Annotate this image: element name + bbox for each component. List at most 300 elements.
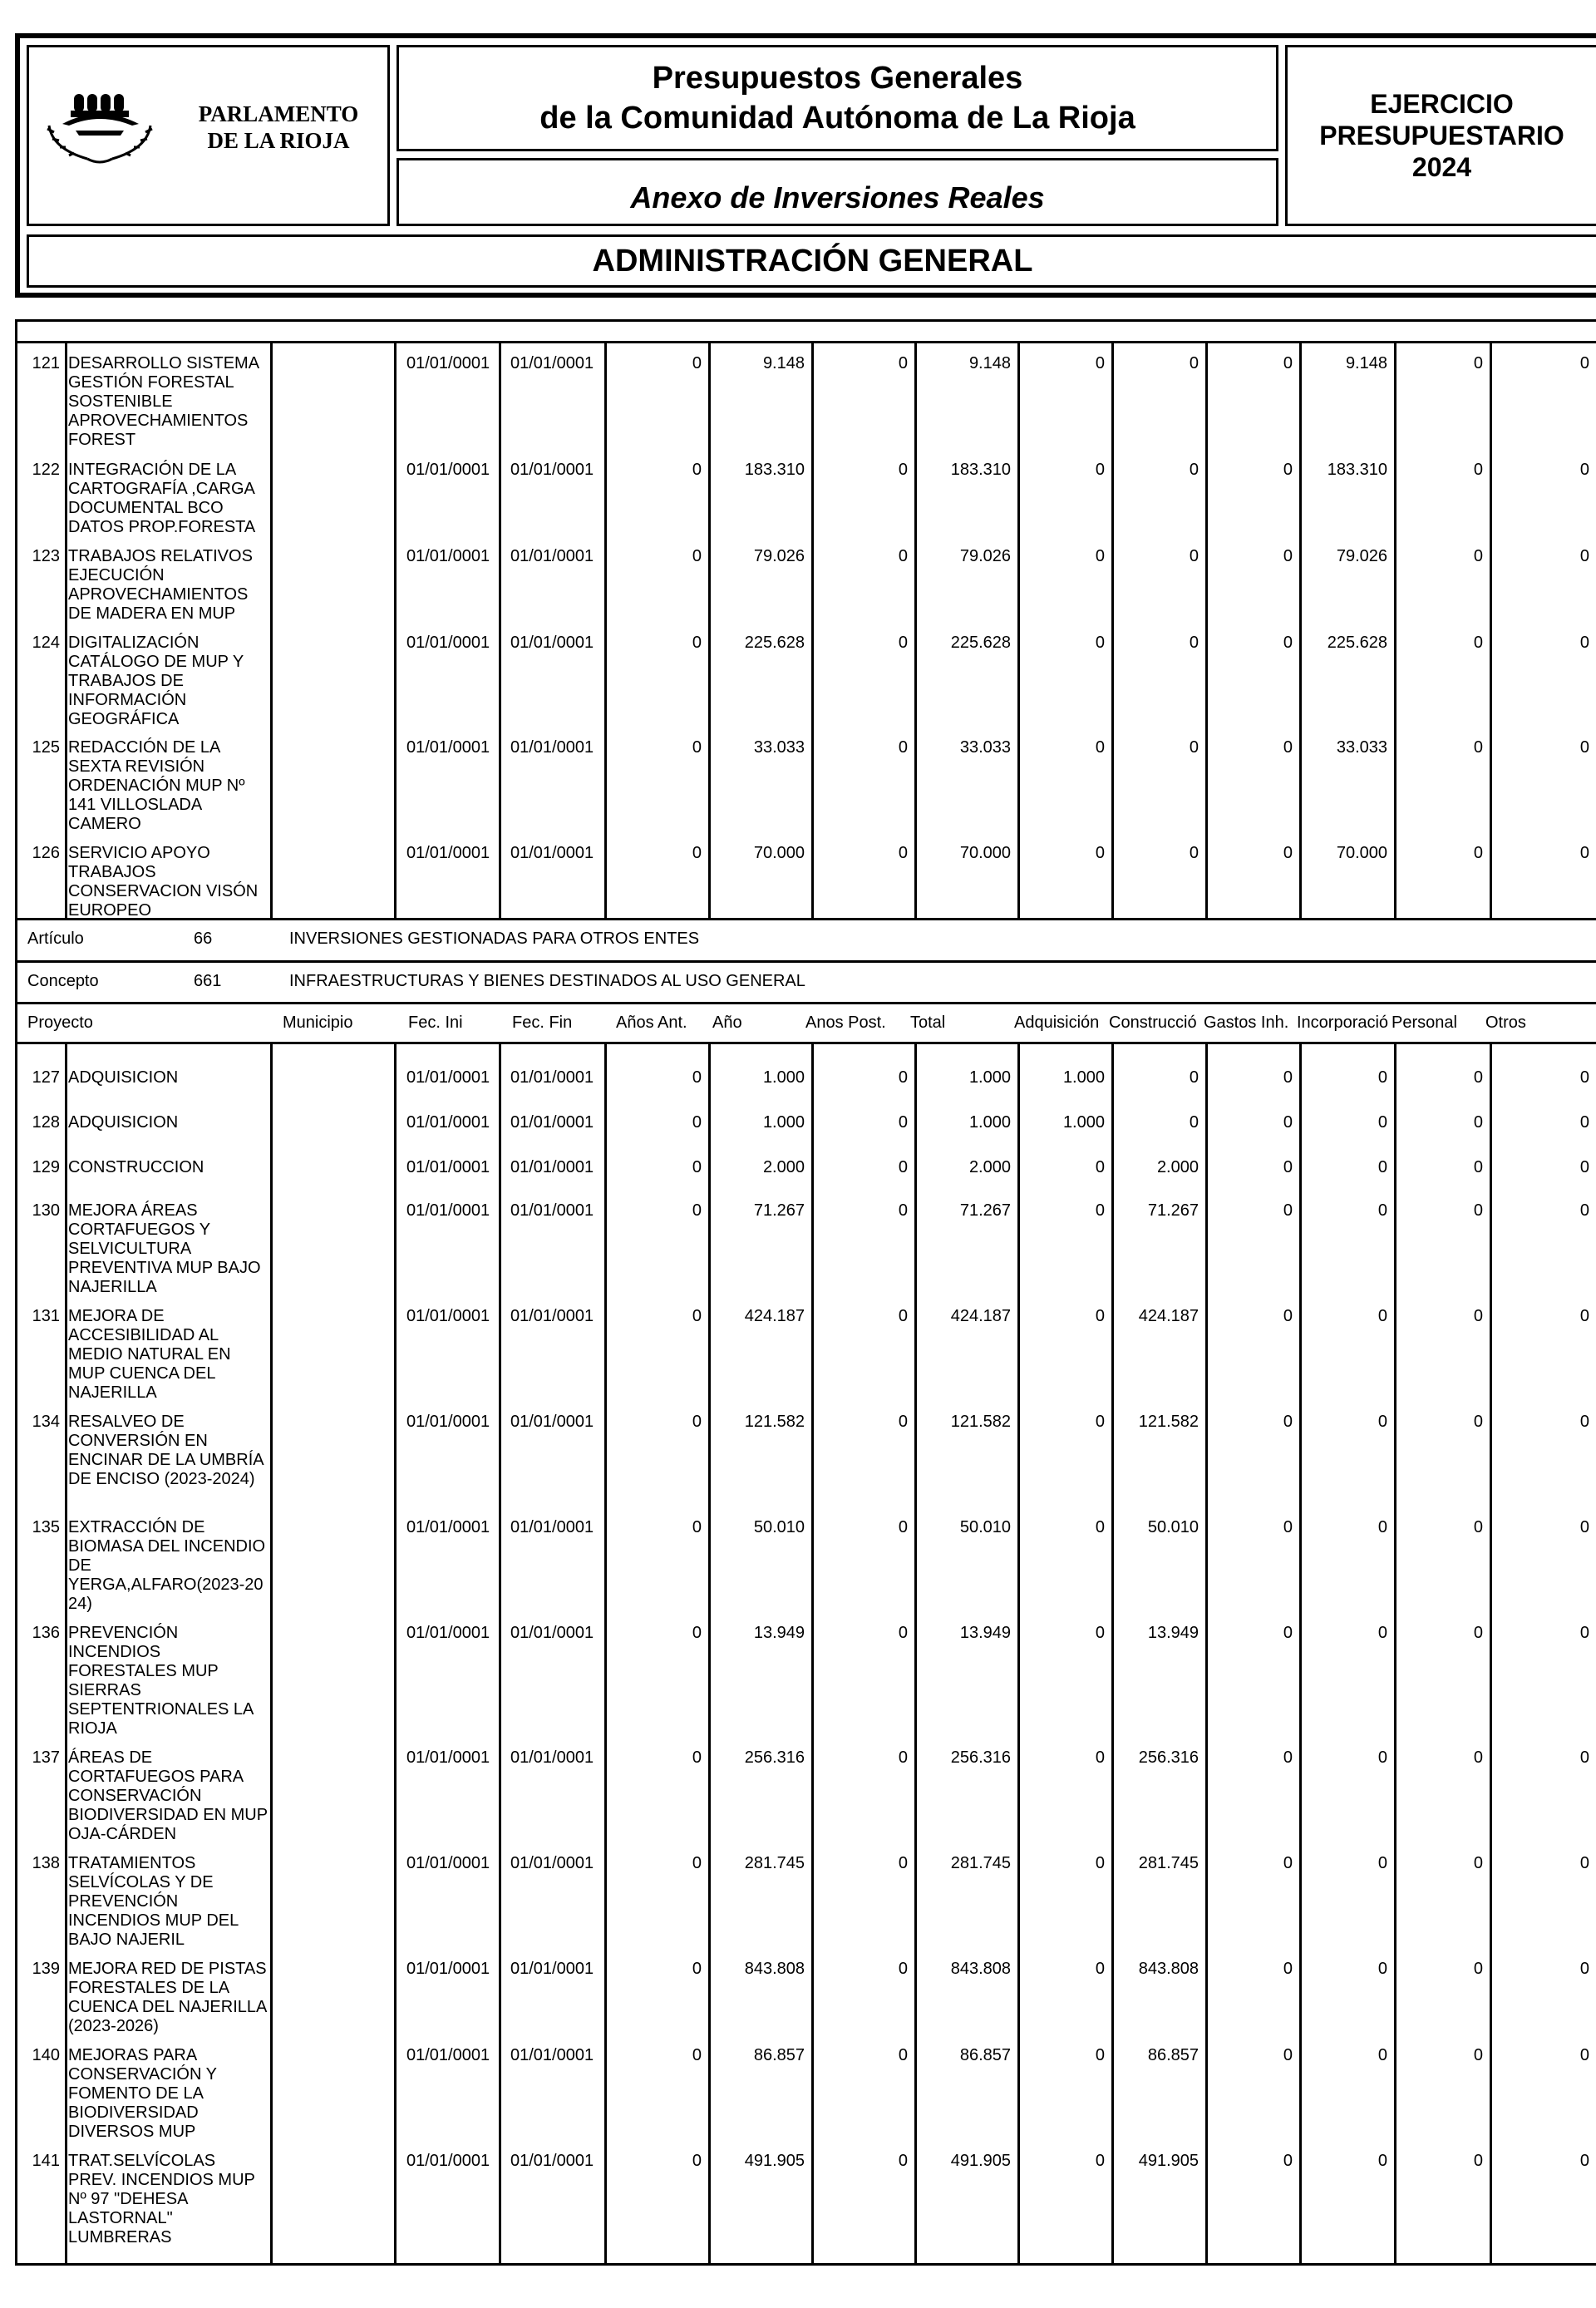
row-anos-ant: 0 [692, 1960, 702, 1978]
row-id: 122 [32, 461, 60, 479]
row-fec-fin: 01/01/0001 [510, 1413, 594, 1431]
row-fec-fin: 01/01/0001 [510, 634, 594, 652]
column-divider [394, 1042, 397, 2263]
col-header-otros: Otros [1485, 1013, 1526, 1032]
row-anos-post: 0 [898, 1158, 908, 1176]
column-divider [1111, 341, 1114, 918]
column-divider [811, 1042, 814, 2263]
row-adquisicion: 0 [1095, 1201, 1105, 1220]
col-header-anos-post: Anos Post. [805, 1013, 886, 1032]
row-fec-fin: 01/01/0001 [510, 2046, 594, 2064]
column-divider [270, 341, 273, 918]
row-id: 128 [32, 1113, 60, 1132]
ejercicio-year: 2024 [1411, 152, 1472, 182]
row-anos-ant: 0 [692, 2152, 702, 2170]
row-anos-ant: 0 [692, 1748, 702, 1767]
row-fec-ini: 01/01/0001 [406, 1113, 490, 1132]
row-description: TRAT.SELVÍCOLAS PREV. INCENDIOS MUP Nº 97 "DEHESA LASTORNAL" LUMBRERAS [68, 2152, 255, 2246]
column-divider [604, 341, 607, 918]
row-total: 9.148 [968, 354, 1011, 372]
row-otros: 0 [1579, 1307, 1589, 1325]
row-fec-fin: 01/01/0001 [510, 1960, 594, 1978]
row-fec-ini: 01/01/0001 [406, 634, 490, 652]
ejercicio-label-line1: EJERCICIO [1370, 89, 1514, 119]
row-total: 71.267 [959, 1201, 1011, 1220]
articulo-label: Artículo [27, 930, 84, 948]
row-total: 843.808 [950, 1960, 1011, 1978]
row-personal: 0 [1473, 1854, 1483, 1872]
row-id: 126 [32, 844, 60, 862]
row-anos-post: 0 [898, 1068, 908, 1087]
column-divider [270, 1042, 273, 2263]
row-anos-ant: 0 [692, 1201, 702, 1220]
row-anos-post: 0 [898, 634, 908, 652]
column-divider [1205, 341, 1208, 918]
row-total: 70.000 [959, 844, 1011, 862]
row-anos-ant: 0 [692, 1158, 702, 1176]
row-anos-post: 0 [898, 1201, 908, 1220]
row-ano: 79.026 [753, 547, 805, 565]
row-description: MEJORA DE ACCESIBILIDAD AL MEDIO NATURAL EN MUP CUENCA DEL NAJERILLA [68, 1307, 231, 1402]
row-total: 2.000 [968, 1158, 1011, 1176]
row-fec-fin: 01/01/0001 [510, 1307, 594, 1325]
row-ano: 86.857 [753, 2046, 805, 2064]
row-total: 79.026 [959, 547, 1011, 565]
row-incorporacion: 183.310 [1327, 461, 1387, 479]
row-anos-post: 0 [898, 2152, 908, 2170]
row-anos-post: 0 [898, 1518, 908, 1536]
row-gastos-inh: 0 [1283, 634, 1293, 652]
row-personal: 0 [1473, 1158, 1483, 1176]
row-total: 256.316 [950, 1748, 1011, 1767]
column-divider [65, 1042, 67, 2263]
row-incorporacion: 0 [1377, 1307, 1387, 1325]
articulo-name: INVERSIONES GESTIONADAS PARA OTROS ENTES [289, 930, 700, 948]
row-ano: 70.000 [753, 844, 805, 862]
row-otros: 0 [1579, 2152, 1589, 2170]
row-fec-ini: 01/01/0001 [406, 2046, 490, 2064]
row-anos-post: 0 [898, 738, 908, 757]
col-header-total: Total [910, 1013, 946, 1032]
row-anos-post: 0 [898, 844, 908, 862]
row-id: 127 [32, 1068, 60, 1087]
row-fec-ini: 01/01/0001 [406, 1068, 490, 1087]
ejercicio-label-line2: PRESUPUESTARIO [1319, 121, 1564, 150]
row-adquisicion: 0 [1095, 2152, 1105, 2170]
row-fec-fin: 01/01/0001 [510, 461, 594, 479]
row-otros: 0 [1579, 1113, 1589, 1132]
row-anos-post: 0 [898, 354, 908, 372]
row-ano: 843.808 [744, 1960, 805, 1978]
row-incorporacion: 0 [1377, 2152, 1387, 2170]
row-incorporacion: 0 [1377, 1068, 1387, 1087]
concepto-code: 661 [194, 972, 222, 990]
row-ano: 491.905 [744, 2152, 805, 2170]
col-header-municipio: Municipio [283, 1013, 353, 1032]
row-description: MEJORAS PARA CONSERVACIÓN Y FOMENTO DE LA BIODIVERSIDAD DIVERSOS MUP [68, 2046, 217, 2141]
row-id: 139 [32, 1960, 60, 1978]
row-id: 140 [32, 2046, 60, 2064]
parliament-emblem [37, 82, 162, 174]
col-header-ano: Año [712, 1013, 742, 1032]
row-fec-ini: 01/01/0001 [406, 844, 490, 862]
col-header-proyecto: Proyecto [27, 1013, 93, 1032]
row-personal: 0 [1473, 1960, 1483, 1978]
logo-box [27, 45, 390, 226]
row-otros: 0 [1579, 1158, 1589, 1176]
row-total: 50.010 [959, 1518, 1011, 1536]
row-fec-ini: 01/01/0001 [406, 1960, 490, 1978]
row-fec-fin: 01/01/0001 [510, 1068, 594, 1087]
row-description: EXTRACCIÓN DE BIOMASA DEL INCENDIO DE YERGA,ALFARO(2023-20 24) [68, 1518, 266, 1613]
row-gastos-inh: 0 [1283, 1960, 1293, 1978]
row-otros: 0 [1579, 634, 1589, 652]
row-incorporacion: 0 [1377, 1518, 1387, 1536]
row-fec-fin: 01/01/0001 [510, 2152, 594, 2170]
row-description: MEJORA ÁREAS CORTAFUEGOS Y SELVICULTURA PREVENTIVA MUP BAJO NAJERILLA [68, 1201, 261, 1296]
row-id: 138 [32, 1854, 60, 1872]
row-anos-ant: 0 [692, 1113, 702, 1132]
row-construccion: 0 [1189, 354, 1199, 372]
column-divider [708, 1042, 711, 2263]
row-personal: 0 [1473, 1113, 1483, 1132]
column-divider [914, 341, 917, 918]
column-divider [914, 1042, 917, 2263]
row-otros: 0 [1579, 1624, 1589, 1642]
row-personal: 0 [1473, 844, 1483, 862]
row-construccion: 0 [1189, 547, 1199, 565]
row-construccion: 0 [1189, 844, 1199, 862]
row-fec-ini: 01/01/0001 [406, 1158, 490, 1176]
row-description: MEJORA RED DE PISTAS FORESTALES DE LA CUENCA DEL NAJERILLA (2023-2026) [68, 1960, 267, 2035]
row-adquisicion: 0 [1095, 354, 1105, 372]
row-fec-ini: 01/01/0001 [406, 354, 490, 372]
row-adquisicion: 0 [1095, 1158, 1105, 1176]
row-gastos-inh: 0 [1283, 354, 1293, 372]
row-otros: 0 [1579, 354, 1589, 372]
row-incorporacion: 9.148 [1345, 354, 1387, 372]
row-otros: 0 [1579, 461, 1589, 479]
columns-bottom-divider [15, 1042, 1596, 1044]
row-construccion: 0 [1189, 1113, 1199, 1132]
row-id: 129 [32, 1158, 60, 1176]
row-anos-post: 0 [898, 1413, 908, 1431]
row-description: DESARROLLO SISTEMA GESTIÓN FORESTAL SOSTENIBLE APROVECHAMIENTOS FOREST [68, 354, 259, 449]
row-anos-post: 0 [898, 1748, 908, 1767]
row-adquisicion: 0 [1095, 1413, 1105, 1431]
top-divider [15, 341, 1596, 343]
subtitle-box [397, 158, 1278, 226]
row-fec-ini: 01/01/0001 [406, 1748, 490, 1767]
row-construccion: 424.187 [1138, 1307, 1199, 1325]
row-ano: 9.148 [762, 354, 805, 372]
row-personal: 0 [1473, 547, 1483, 565]
row-gastos-inh: 0 [1283, 1854, 1293, 1872]
column-divider [1394, 341, 1396, 918]
row-adquisicion: 0 [1095, 1624, 1105, 1642]
column-divider [499, 1042, 501, 2263]
row-description: ADQUISICION [68, 1068, 179, 1087]
col-header-construccion: Construcció [1109, 1013, 1197, 1032]
row-otros: 0 [1579, 547, 1589, 565]
row-description: PREVENCIÓN INCENDIOS FORESTALES MUP SIERRAS SEPTENTRIONALES LA RIOJA [68, 1624, 254, 1738]
row-fec-fin: 01/01/0001 [510, 844, 594, 862]
row-construccion: 256.316 [1138, 1748, 1199, 1767]
row-adquisicion: 0 [1095, 1518, 1105, 1536]
row-construccion: 71.267 [1147, 1201, 1199, 1220]
row-incorporacion: 0 [1377, 1748, 1387, 1767]
row-anos-ant: 0 [692, 1624, 702, 1642]
row-personal: 0 [1473, 1748, 1483, 1767]
row-anos-post: 0 [898, 2046, 908, 2064]
row-id: 124 [32, 634, 60, 652]
row-id: 137 [32, 1748, 60, 1767]
row-gastos-inh: 0 [1283, 461, 1293, 479]
row-gastos-inh: 0 [1283, 1748, 1293, 1767]
row-anos-post: 0 [898, 1113, 908, 1132]
row-anos-post: 0 [898, 547, 908, 565]
column-divider [65, 341, 67, 918]
row-anos-ant: 0 [692, 1307, 702, 1325]
row-ano: 13.949 [753, 1624, 805, 1642]
col-header-fec-ini: Fec. Ini [408, 1013, 463, 1032]
row-total: 281.745 [950, 1854, 1011, 1872]
row-incorporacion: 79.026 [1336, 547, 1387, 565]
row-fec-fin: 01/01/0001 [510, 1854, 594, 1872]
row-incorporacion: 70.000 [1336, 844, 1387, 862]
column-divider [1394, 1042, 1396, 2263]
row-total: 491.905 [950, 2152, 1011, 2170]
row-adquisicion: 0 [1095, 461, 1105, 479]
row-total: 86.857 [959, 2046, 1011, 2064]
row-description: REDACCIÓN DE LA SEXTA REVISIÓN ORDENACIÓN MUP Nº 141 VILLOSLADA CAMERO [68, 738, 245, 833]
row-fec-fin: 01/01/0001 [510, 1201, 594, 1220]
row-incorporacion: 0 [1377, 1854, 1387, 1872]
row-adquisicion: 0 [1095, 1854, 1105, 1872]
row-otros: 0 [1579, 1413, 1589, 1431]
row-adquisicion: 0 [1095, 1748, 1105, 1767]
row-gastos-inh: 0 [1283, 1624, 1293, 1642]
column-divider [1017, 341, 1020, 918]
row-gastos-inh: 0 [1283, 2046, 1293, 2064]
concepto-bottom-divider [15, 1002, 1596, 1004]
row-adquisicion: 0 [1095, 738, 1105, 757]
column-divider [1299, 341, 1302, 918]
row-fec-fin: 01/01/0001 [510, 1748, 594, 1767]
concepto-label: Concepto [27, 972, 99, 990]
row-anos-ant: 0 [692, 461, 702, 479]
row-fec-ini: 01/01/0001 [406, 1201, 490, 1220]
row-adquisicion: 0 [1095, 1960, 1105, 1978]
row-anos-post: 0 [898, 1960, 908, 1978]
row-gastos-inh: 0 [1283, 738, 1293, 757]
row-total: 33.033 [959, 738, 1011, 757]
row-incorporacion: 0 [1377, 1413, 1387, 1431]
row-otros: 0 [1579, 1960, 1589, 1978]
row-fec-ini: 01/01/0001 [406, 738, 490, 757]
row-ano: 33.033 [753, 738, 805, 757]
title-box [397, 45, 1278, 151]
section-title: ADMINISTRACIÓN GENERAL [592, 243, 1033, 279]
col-header-anos-ant: Años Ant. [616, 1013, 687, 1032]
row-personal: 0 [1473, 1518, 1483, 1536]
row-anos-ant: 0 [692, 1413, 702, 1431]
row-ano: 71.267 [753, 1201, 805, 1220]
row-otros: 0 [1579, 1068, 1589, 1087]
row-description: DIGITALIZACIÓN CATÁLOGO DE MUP Y TRABAJOS DE INFORMACIÓN GEOGRÁFICA [68, 634, 244, 728]
row-id: 134 [32, 1413, 60, 1431]
row-adquisicion: 0 [1095, 634, 1105, 652]
row-ano: 2.000 [762, 1158, 805, 1176]
row-incorporacion: 33.033 [1336, 738, 1387, 757]
row-gastos-inh: 0 [1283, 1413, 1293, 1431]
row-id: 131 [32, 1307, 60, 1325]
row-construccion: 13.949 [1147, 1624, 1199, 1642]
logo-name-line2: DE LA RIOJA [207, 128, 350, 153]
column-divider [394, 341, 397, 918]
row-description: INTEGRACIÓN DE LA CARTOGRAFÍA ,CARGA DOCUMENTAL BCO DATOS PROP.FORESTA [68, 461, 256, 536]
row-incorporacion: 0 [1377, 2046, 1387, 2064]
col-header-personal: Personal [1392, 1013, 1457, 1032]
row-adquisicion: 1.000 [1062, 1113, 1105, 1132]
row-fec-ini: 01/01/0001 [406, 1624, 490, 1642]
row-ano: 183.310 [744, 461, 805, 479]
row-construccion: 281.745 [1138, 1854, 1199, 1872]
row-personal: 0 [1473, 1201, 1483, 1220]
row-fec-ini: 01/01/0001 [406, 547, 490, 565]
row-description: RESALVEO DE CONVERSIÓN EN ENCINAR DE LA UMBRÍA DE ENCISO (2023-2024) [68, 1413, 264, 1488]
column-divider [1490, 341, 1492, 918]
column-divider [604, 1042, 607, 2263]
row-adquisicion: 0 [1095, 1307, 1105, 1325]
row-construccion: 2.000 [1156, 1158, 1199, 1176]
row-anos-post: 0 [898, 1624, 908, 1642]
row-total: 13.949 [959, 1624, 1011, 1642]
row-anos-post: 0 [898, 1854, 908, 1872]
row-fec-fin: 01/01/0001 [510, 547, 594, 565]
document-title-line1: Presupuestos Generales [652, 61, 1023, 96]
row-total: 183.310 [950, 461, 1011, 479]
column-divider [708, 341, 711, 918]
row-otros: 0 [1579, 844, 1589, 862]
row-construccion: 0 [1189, 634, 1199, 652]
row-gastos-inh: 0 [1283, 1201, 1293, 1220]
row-personal: 0 [1473, 1068, 1483, 1087]
row-construccion: 0 [1189, 461, 1199, 479]
row-otros: 0 [1579, 1518, 1589, 1536]
column-divider [499, 341, 501, 918]
row-adquisicion: 0 [1095, 547, 1105, 565]
row-gastos-inh: 0 [1283, 2152, 1293, 2170]
row-description: SERVICIO APOYO TRABAJOS CONSERVACION VISÓN EUROPEO [68, 844, 259, 920]
row-anos-ant: 0 [692, 1518, 702, 1536]
row-anos-ant: 0 [692, 547, 702, 565]
row-ano: 1.000 [762, 1068, 805, 1087]
row-personal: 0 [1473, 1307, 1483, 1325]
concepto-name: INFRAESTRUCTURAS Y BIENES DESTINADOS AL USO GENERAL [289, 972, 805, 990]
row-anos-ant: 0 [692, 354, 702, 372]
row-gastos-inh: 0 [1283, 844, 1293, 862]
row-ano: 50.010 [753, 1518, 805, 1536]
column-divider [1299, 1042, 1302, 2263]
row-incorporacion: 0 [1377, 1113, 1387, 1132]
row-construccion: 843.808 [1138, 1960, 1199, 1978]
row-anos-ant: 0 [692, 738, 702, 757]
row-construccion: 50.010 [1147, 1518, 1199, 1536]
row-id: 121 [32, 354, 60, 372]
row-description: CONSTRUCCION [68, 1158, 204, 1176]
row-anos-ant: 0 [692, 844, 702, 862]
row-incorporacion: 225.628 [1327, 634, 1387, 652]
row-gastos-inh: 0 [1283, 1068, 1293, 1087]
row-personal: 0 [1473, 1624, 1483, 1642]
document-subtitle: Anexo de Inversiones Reales [630, 180, 1045, 215]
row-incorporacion: 0 [1377, 1201, 1387, 1220]
row-id: 135 [32, 1518, 60, 1536]
row-fec-ini: 01/01/0001 [406, 1413, 490, 1431]
row-anos-post: 0 [898, 1307, 908, 1325]
row-personal: 0 [1473, 1413, 1483, 1431]
row-id: 136 [32, 1624, 60, 1642]
row-id: 123 [32, 547, 60, 565]
row-ano: 256.316 [744, 1748, 805, 1767]
col-header-incorporacion: Incorporació [1297, 1013, 1388, 1032]
row-total: 424.187 [950, 1307, 1011, 1325]
row-description: ÁREAS DE CORTAFUEGOS PARA CONSERVACIÓN BIODIVERSIDAD EN MUP OJA-CÁRDEN [68, 1748, 268, 1843]
row-fec-ini: 01/01/0001 [406, 2152, 490, 2170]
row-total: 121.582 [950, 1413, 1011, 1431]
row-construccion: 0 [1189, 738, 1199, 757]
row-otros: 0 [1579, 1748, 1589, 1767]
column-divider [1490, 1042, 1492, 2263]
logo-name-line1: PARLAMENTO [198, 101, 359, 126]
row-fec-fin: 01/01/0001 [510, 1113, 594, 1132]
row-fec-ini: 01/01/0001 [406, 1307, 490, 1325]
row-incorporacion: 0 [1377, 1624, 1387, 1642]
row-anos-post: 0 [898, 461, 908, 479]
row-gastos-inh: 0 [1283, 1158, 1293, 1176]
row-id: 130 [32, 1201, 60, 1220]
row-description: TRATAMIENTOS SELVÍCOLAS Y DE PREVENCIÓN INCENDIOS MUP DEL BAJO NAJERIL [68, 1854, 239, 1949]
row-otros: 0 [1579, 1201, 1589, 1220]
row-construccion: 86.857 [1147, 2046, 1199, 2064]
col-header-adquisicion: Adquisición [1014, 1013, 1100, 1032]
row-personal: 0 [1473, 354, 1483, 372]
col-header-gastos-inh: Gastos Inh. [1204, 1013, 1289, 1032]
row-fec-fin: 01/01/0001 [510, 354, 594, 372]
row-personal: 0 [1473, 634, 1483, 652]
row-construccion: 121.582 [1138, 1413, 1199, 1431]
row-gastos-inh: 0 [1283, 1307, 1293, 1325]
row-description: ADQUISICION [68, 1113, 179, 1132]
row-fec-fin: 01/01/0001 [510, 1624, 594, 1642]
column-divider [1017, 1042, 1020, 2263]
row-ano: 281.745 [744, 1854, 805, 1872]
row-ano: 121.582 [744, 1413, 805, 1431]
logo-name [175, 101, 382, 154]
row-construccion: 0 [1189, 1068, 1199, 1087]
row-fec-fin: 01/01/0001 [510, 738, 594, 757]
row-personal: 0 [1473, 738, 1483, 757]
row-anos-ant: 0 [692, 1068, 702, 1087]
row-personal: 0 [1473, 461, 1483, 479]
column-divider [811, 341, 814, 918]
row-incorporacion: 0 [1377, 1960, 1387, 1978]
row-fec-ini: 01/01/0001 [406, 461, 490, 479]
row-gastos-inh: 0 [1283, 547, 1293, 565]
document-title-line2: de la Comunidad Autónoma de La Rioja [539, 101, 1135, 136]
row-total: 1.000 [968, 1068, 1011, 1087]
